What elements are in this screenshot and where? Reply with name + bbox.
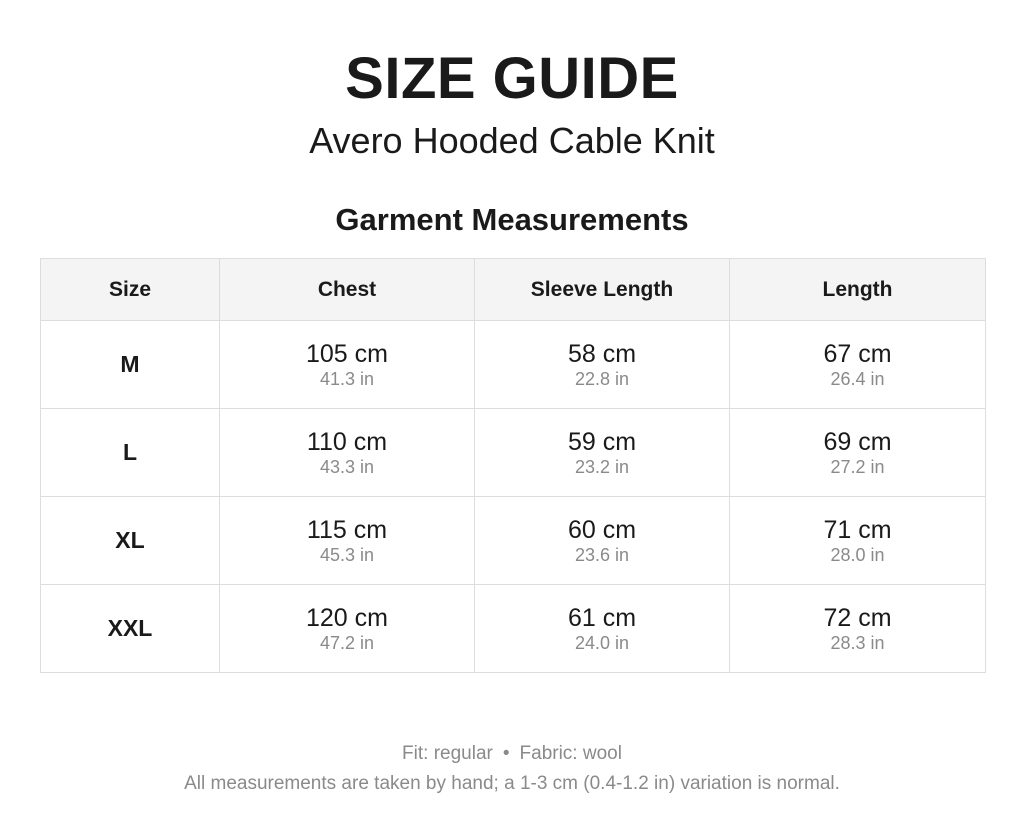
sleeve-in: 23.6 in	[574, 544, 630, 565]
length-cell	[730, 409, 986, 497]
length-cm: 69 cm	[823, 427, 892, 456]
size-label: XL	[115, 527, 145, 553]
sleeve-in: 22.8 in	[574, 368, 630, 389]
sleeve-cm: 60 cm	[567, 515, 637, 544]
table-row	[41, 585, 986, 673]
chest-in: 45.3 in	[319, 544, 375, 565]
size-cell	[41, 497, 220, 585]
column-header-size: Size	[41, 259, 220, 321]
length-in: 28.0 in	[830, 544, 885, 565]
size-label: L	[122, 439, 138, 465]
measurement-note: All measurements are taken by hand; a 1-3 cm (0.4-1.2 in) variation is normal.	[184, 773, 840, 794]
fit-label: Fit: regular	[402, 743, 493, 764]
length-in: 27.2 in	[830, 456, 885, 477]
fabric-label: Fabric: wool	[519, 743, 622, 764]
table-header-row	[41, 259, 986, 321]
table-row	[41, 409, 986, 497]
sleeve-cell	[475, 585, 730, 673]
bullet-separator: •	[502, 743, 510, 764]
size-label: XXL	[107, 615, 153, 641]
sleeve-cell	[475, 497, 730, 585]
chest-cm: 110 cm	[306, 427, 388, 456]
sleeve-cm: 58 cm	[567, 339, 637, 368]
table-row	[41, 497, 986, 585]
size-cell	[41, 585, 220, 673]
chest-in: 47.2 in	[319, 632, 375, 653]
sleeve-cell	[475, 321, 730, 409]
chest-cell	[220, 497, 475, 585]
length-cm: 67 cm	[823, 339, 892, 368]
product-name: Avero Hooded Cable Knit	[309, 120, 715, 161]
sleeve-in: 24.0 in	[574, 632, 630, 653]
length-in: 26.4 in	[830, 368, 885, 389]
column-header-sleeve-length: Sleeve Length	[475, 259, 730, 321]
fit-fabric-line	[0, 742, 1024, 766]
chest-cm: 115 cm	[306, 515, 388, 544]
chest-cell	[220, 321, 475, 409]
chest-cell	[220, 409, 475, 497]
sleeve-cm: 61 cm	[567, 603, 637, 632]
sleeve-cm: 59 cm	[567, 427, 637, 456]
size-label: M	[120, 351, 140, 377]
chest-in: 43.3 in	[319, 456, 375, 477]
length-in: 28.3 in	[830, 632, 885, 653]
length-cell	[730, 321, 986, 409]
sleeve-cell	[475, 409, 730, 497]
page-title: SIZE GUIDE	[345, 46, 679, 111]
column-header-chest: Chest	[220, 259, 475, 321]
chest-cm: 120 cm	[306, 603, 388, 632]
chest-in: 41.3 in	[319, 368, 375, 389]
size-cell	[41, 409, 220, 497]
size-cell	[41, 321, 220, 409]
chest-cm: 105 cm	[306, 339, 388, 368]
column-header-length: Length	[730, 259, 986, 321]
length-cell	[730, 497, 986, 585]
length-cm: 72 cm	[823, 603, 892, 632]
size-table	[40, 258, 986, 673]
length-cm: 71 cm	[823, 515, 892, 544]
length-cell	[730, 585, 986, 673]
section-heading: Garment Measurements	[335, 202, 689, 237]
table-row	[41, 321, 986, 409]
chest-cell	[220, 585, 475, 673]
sleeve-in: 23.2 in	[574, 456, 630, 477]
